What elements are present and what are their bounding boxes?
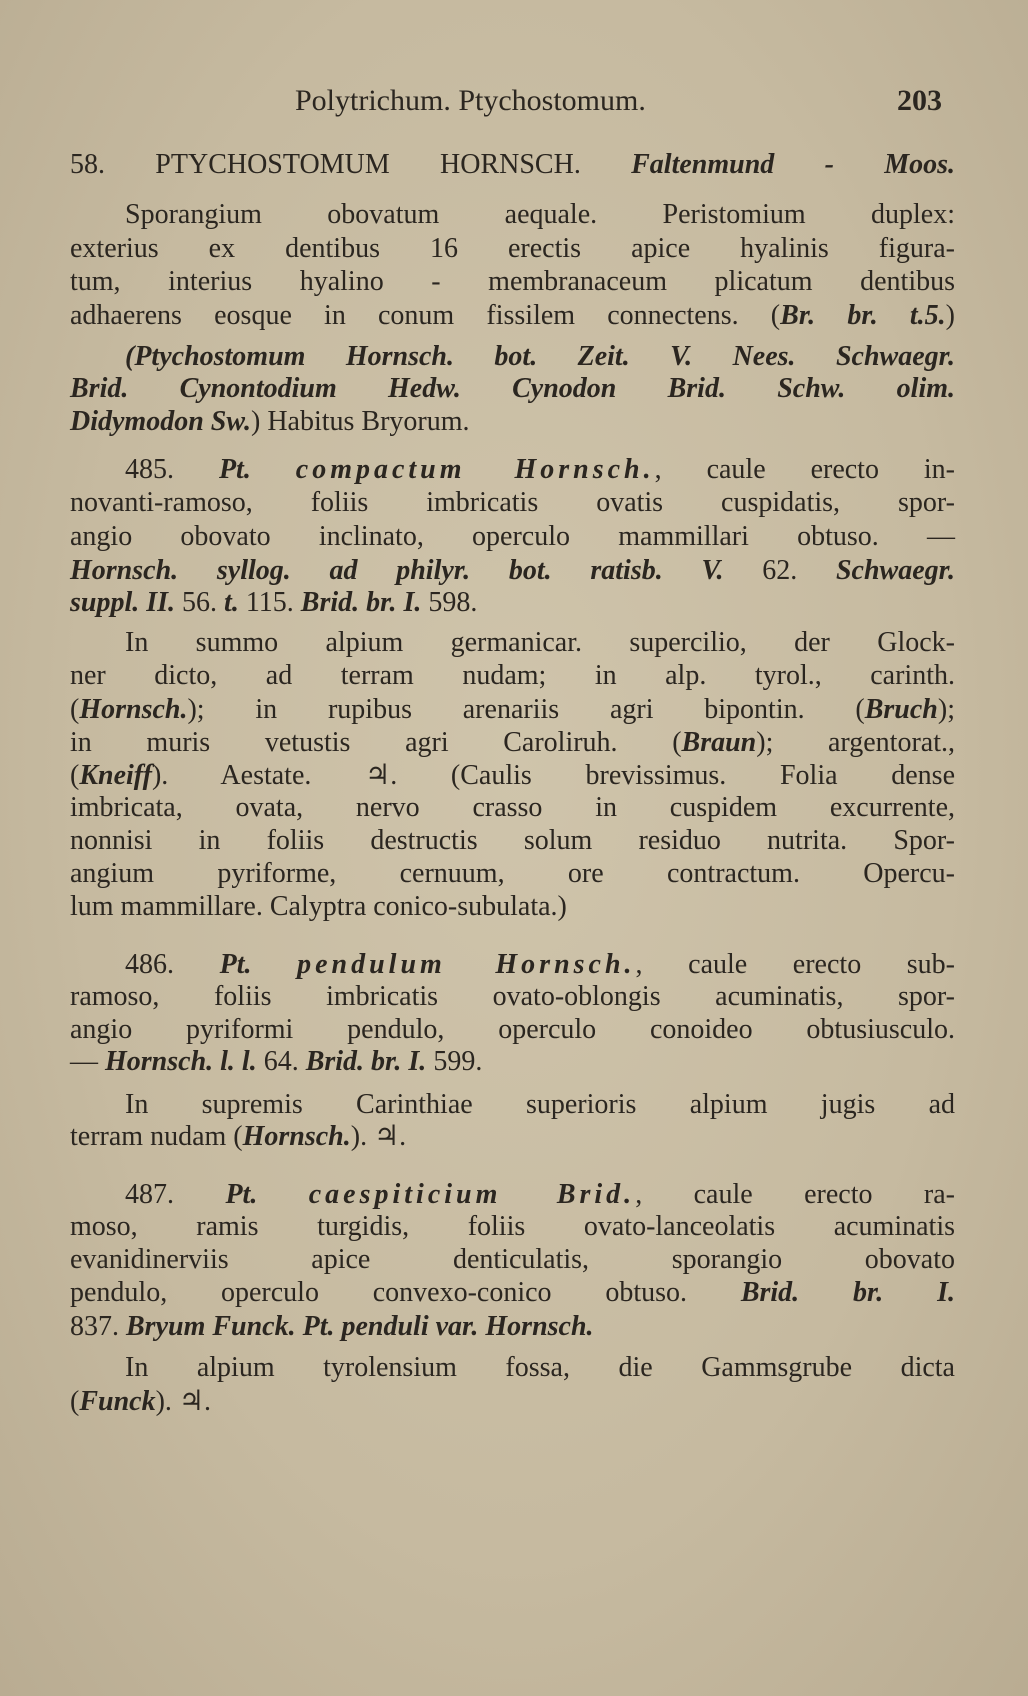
text-run: ( xyxy=(70,1386,80,1417)
text-run: exterius ex dentibus 16 erectis apice hyalinis figura- xyxy=(70,233,955,264)
italic-text: suppl. II. xyxy=(70,587,183,618)
text-line xyxy=(70,1210,955,1244)
text-run: novanti-ramoso, foliis imbricatis ovatis cuspidatis, spor- xyxy=(70,487,955,518)
text-run: In alpium tyrolensium fossa, die Gammsgrube dicta xyxy=(125,1352,955,1383)
text-run: angium pyriforme, cernuum, ore contractum. Opercu- xyxy=(70,858,955,889)
text-run: Sporangium obovatum aequale. Peristomium duplex: xyxy=(125,199,955,230)
text-line xyxy=(70,890,955,924)
text-line xyxy=(70,1276,955,1310)
running-title: Polytrichum. Ptychostomum. xyxy=(295,84,646,117)
text-line xyxy=(70,1120,955,1154)
text-line xyxy=(70,693,955,727)
text-run: ramoso, foliis imbricatis ovato-oblongis acuminatis, spor- xyxy=(70,981,955,1012)
italic-text: (Ptychostomum Hornsch. bot. Zeit. V. Nees. Schwaegr. xyxy=(125,341,955,372)
text-run: lum mammillare. Calyptra conico-subulata.) xyxy=(70,891,567,922)
text-line xyxy=(70,980,955,1014)
text-run: 64. xyxy=(263,1046,306,1077)
italic-text: t. xyxy=(224,587,246,618)
text-line xyxy=(70,1243,955,1277)
text-line xyxy=(70,372,955,406)
text-run: adhaerens eosque in conum fissilem connectens. ( xyxy=(70,300,781,331)
text-run: in muris vetustis agri Caroliruh. ( xyxy=(70,727,682,758)
italic-text: Hornsch. xyxy=(242,1121,351,1152)
italic-text: Hornsch. l. l. xyxy=(105,1046,264,1077)
text-line xyxy=(70,586,955,620)
italic-text: Hornsch. xyxy=(79,694,188,725)
text-line xyxy=(70,659,955,693)
italic-text: Didymodon Sw. xyxy=(70,406,251,437)
text-line xyxy=(70,1178,955,1212)
text-run: nonnisi in foliis destructis solum residuo nutrita. Spor- xyxy=(70,825,955,856)
text-run: — xyxy=(70,1046,105,1077)
text-run: ). ♃. xyxy=(155,1386,212,1417)
text-line xyxy=(70,791,955,825)
text-line xyxy=(70,726,955,760)
italic-text: Kneiff xyxy=(79,760,152,791)
text-run: 599. xyxy=(433,1046,483,1077)
text-run: angio pyriformi pendulo, operculo conoideo obtusiusculo. xyxy=(70,1014,955,1045)
text-run: 56. xyxy=(182,587,225,618)
text-line xyxy=(70,626,955,660)
text-line xyxy=(70,148,955,182)
text-run: In summo alpium germanicar. supercilio, der Glock- xyxy=(125,627,955,658)
italic-text: pendulum Hornsch. xyxy=(297,949,636,980)
text-line xyxy=(70,948,955,982)
text-run: ); xyxy=(937,694,955,725)
italic-text: Hornsch. syllog. ad philyr. bot. ratisb. V. xyxy=(70,555,763,586)
text-run: imbricata, ovata, nervo crasso in cuspidem excurrente, xyxy=(70,792,955,823)
text-line xyxy=(70,1351,955,1385)
italic-text: Bruch xyxy=(864,694,938,725)
text-run: ); argentorat., xyxy=(756,727,955,758)
italic-text: Pt. xyxy=(225,1179,309,1210)
italic-text: Funck xyxy=(79,1386,156,1417)
text-run: ner dicto, ad terram nudam; in alp. tyrol., carinth. xyxy=(70,660,955,691)
text-run: 58. PTYCHOSTOMUM HORNSCH. xyxy=(70,149,632,180)
text-run: moso, ramis turgidis, foliis ovato-lanceolatis acuminatis xyxy=(70,1211,955,1242)
text-line xyxy=(70,857,955,891)
text-line xyxy=(70,1310,955,1344)
text-run: In supremis Carinthiae superioris alpium jugis ad xyxy=(125,1089,955,1120)
text-line xyxy=(70,759,955,793)
text-run: , caule erecto in- xyxy=(654,454,955,485)
text-line xyxy=(70,520,955,554)
text-run: evanidinerviis apice denticulatis, sporangio obovato xyxy=(70,1244,955,1275)
text-line xyxy=(70,453,955,487)
text-run: 62. xyxy=(762,555,836,586)
text-run: 487. xyxy=(125,1179,226,1210)
text-run: ). ♃. xyxy=(350,1121,407,1152)
text-run: pendulo, operculo convexo-conico obtuso. xyxy=(70,1277,741,1308)
italic-text: Brid. br. I. xyxy=(305,1046,434,1077)
italic-text: Pt. xyxy=(219,949,298,980)
page-number: 203 xyxy=(897,84,942,117)
text-line xyxy=(70,1045,955,1079)
text-run: 486. xyxy=(125,949,220,980)
italic-text: Brid. br. I. xyxy=(740,1277,955,1308)
text-run: , caule erecto sub- xyxy=(635,949,956,980)
italic-text: Pt. xyxy=(218,454,296,485)
text-line xyxy=(70,232,955,266)
text-run: 115. xyxy=(245,587,301,618)
text-run: , caule erecto ra- xyxy=(635,1179,956,1210)
text-run: ( xyxy=(70,760,80,791)
text-line xyxy=(70,1088,955,1122)
italic-text: Faltenmund - Moos. xyxy=(631,149,955,180)
italic-text: caespiticium Brid. xyxy=(308,1179,636,1210)
text-run: ). Aestate. ♃. (Caulis brevissimus. Folia dense xyxy=(151,760,955,791)
italic-text: compactum Hornsch. xyxy=(295,454,655,485)
italic-text: Braun xyxy=(681,727,757,758)
text-line xyxy=(70,405,955,439)
italic-text: Brid. Cynontodium Hedw. Cynodon Brid. Schw. olim. xyxy=(70,373,955,404)
text-line xyxy=(70,198,955,232)
text-line xyxy=(70,1013,955,1047)
italic-text: Bryum Funck. Pt. penduli var. Hornsch. xyxy=(126,1311,594,1342)
text-run: angio obovato inclinato, operculo mammillari obtuso. — xyxy=(70,521,955,552)
text-line xyxy=(70,486,955,520)
text-run: ( xyxy=(70,694,80,725)
text-run: ) xyxy=(945,300,955,331)
text-run: 598. xyxy=(428,587,478,618)
italic-text: Brid. br. I. xyxy=(300,587,429,618)
text-line xyxy=(70,554,955,588)
text-run: 837. xyxy=(70,1311,126,1342)
text-line xyxy=(70,299,955,333)
text-line xyxy=(70,265,955,299)
text-line xyxy=(70,824,955,858)
italic-text: Br. br. t.5. xyxy=(780,300,946,331)
text-line xyxy=(70,340,955,374)
text-run: ); in rupibus arenariis agri bipontin. ( xyxy=(187,694,865,725)
text-run: terram nudam ( xyxy=(70,1121,243,1152)
text-run: 485. xyxy=(125,454,219,485)
text-run: tum, interius hyalino - membranaceum plicatum dentibus xyxy=(70,266,955,297)
text-run: ) Habitus Bryorum. xyxy=(251,406,470,437)
italic-text: Schwaegr. xyxy=(835,555,955,586)
text-line xyxy=(70,1385,955,1419)
